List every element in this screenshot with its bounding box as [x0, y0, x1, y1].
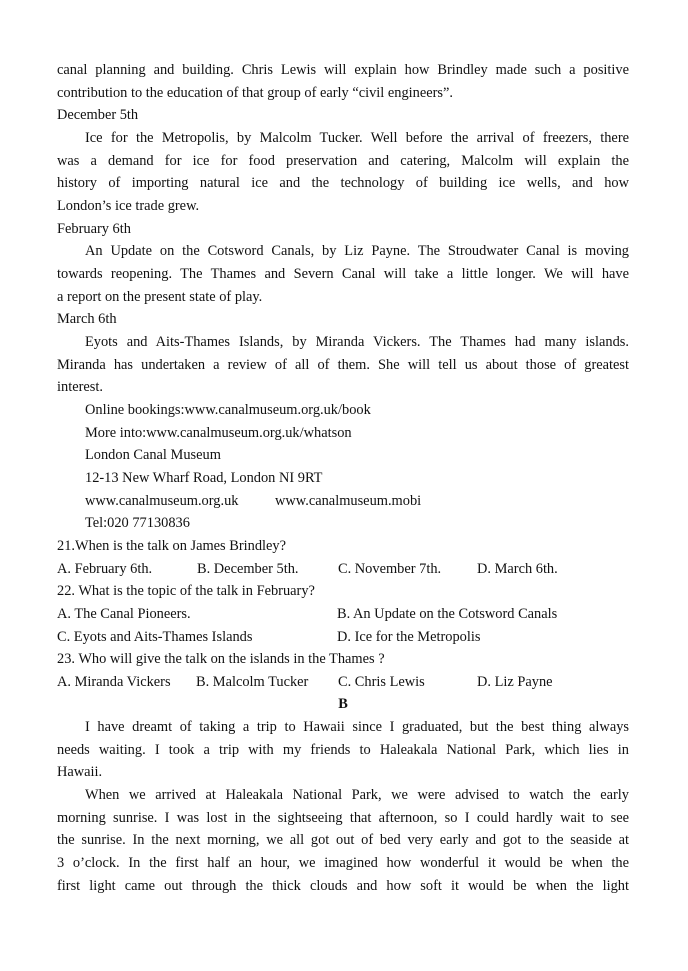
contact-line: 12-13 New Wharf Road, London NI 9RT	[85, 470, 323, 486]
option-a: A. February 6th.	[57, 561, 153, 577]
section-date: February 6th	[57, 221, 131, 237]
question-options	[57, 558, 629, 580]
text-line: history of importing natural ice and the technology of building ice wells, and how	[57, 175, 629, 191]
option-c: C. November 7th.	[338, 561, 442, 577]
text-line: first light came out through the thick clouds and how soft it would be when the light	[57, 878, 629, 894]
section-date: March 6th	[57, 311, 117, 327]
option-c: C. Chris Lewis	[338, 674, 425, 690]
text-line: 3 o’clock. In the first half an hour, we imagined how wonderful it would be when the	[57, 855, 629, 871]
option-d: D. Ice for the Metropolis	[337, 629, 481, 645]
text-line: interest.	[57, 379, 103, 395]
text-line: When we arrived at Haleakala National Park, we were advised to watch the early	[85, 787, 629, 803]
option-b: B. An Update on the Cotsword Canals	[337, 606, 558, 622]
question-options	[57, 603, 629, 625]
text-line: Eyots and Aits-Thames Islands, by Miranda Vickers. The Thames had many islands.	[85, 334, 629, 350]
question-options	[57, 626, 629, 648]
option-a: A. Miranda Vickers	[57, 674, 171, 690]
option-b: B. December 5th.	[197, 561, 299, 577]
text-line: An Update on the Cotsword Canals, by Liz Payne. The Stroudwater Canal is moving	[85, 243, 629, 259]
text-line: contribution to the education of that group of early “civil engineers”.	[57, 85, 454, 101]
text-line: London’s ice trade grew.	[57, 198, 200, 214]
question-21: 21.When is the talk on James Brindley?	[57, 538, 286, 554]
text-line: a report on the present state of play.	[57, 289, 263, 305]
option-d: D. March 6th.	[477, 561, 558, 577]
mobile-url: www.canalmuseum.mobi	[275, 493, 422, 509]
question-22: 22. What is the topic of the talk in February?	[57, 583, 315, 599]
question-23: 23. Who will give the talk on the islands in the Thames ?	[57, 651, 385, 667]
option-d: D. Liz Payne	[477, 674, 553, 690]
text-line: morning sunrise. I was lost in the sightseeing that afternoon, so I could hardly wait to see	[57, 810, 629, 826]
option-c: C. Eyots and Aits-Thames Islands	[57, 629, 253, 645]
contact-line	[85, 490, 629, 512]
contact-line: More into:www.canalmuseum.org.uk/whatson	[85, 425, 352, 441]
contact-line: London Canal Museum	[85, 447, 221, 463]
section-date: December 5th	[57, 107, 139, 123]
text-line: Miranda has undertaken a review of all of them. She will tell us about those of greatest	[57, 357, 629, 373]
text-line: canal planning and building. Chris Lewis will explain how Brindley made such a positive	[57, 62, 629, 78]
text-line: towards reopening. The Thames and Severn Canal will take a little longer. We will have	[57, 266, 629, 282]
option-a: A. The Canal Pioneers.	[57, 606, 191, 622]
option-b: B. Malcolm Tucker	[196, 674, 309, 690]
text-line: I have dreamt of taking a trip to Hawaii since I graduated, but the best thing always	[85, 719, 629, 735]
section-heading-b: B	[338, 696, 348, 712]
contact-line: Online bookings:www.canalmuseum.org.uk/book	[85, 402, 371, 418]
text-line: was a demand for ice for food preservation and catering, Malcolm will explain the	[57, 153, 629, 169]
contact-line: Tel:020 77130836	[85, 515, 190, 531]
text-line: the sunrise. In the next morning, we all got out of bed very early and got to the seaside at	[57, 832, 629, 848]
text-line: Hawaii.	[57, 764, 103, 780]
website-url: www.canalmuseum.org.uk	[85, 493, 239, 509]
question-options	[57, 671, 629, 693]
text-line: Ice for the Metropolis, by Malcolm Tucker. Well before the arrival of freezers, there	[85, 130, 629, 146]
text-line: needs waiting. I took a trip with my friends to Haleakala National Park, which lies in	[57, 742, 629, 758]
